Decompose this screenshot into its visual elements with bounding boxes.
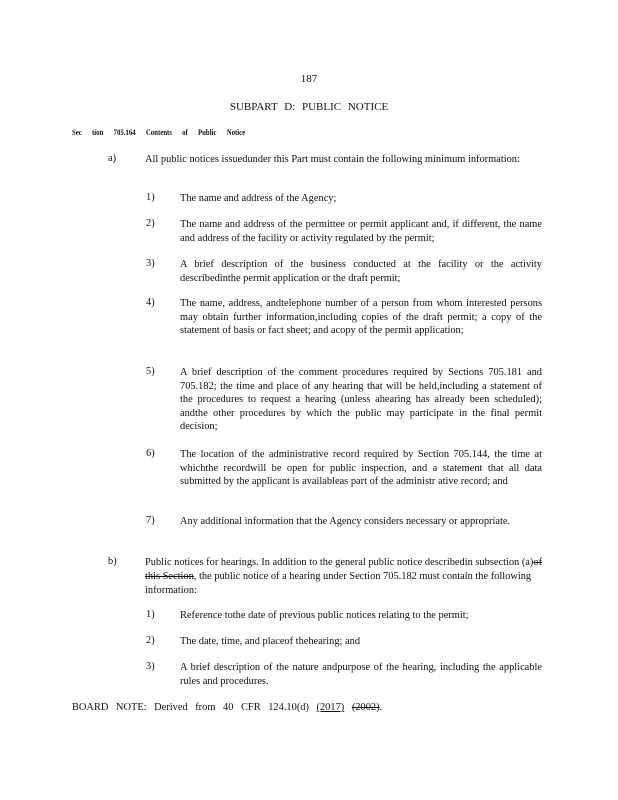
list-item-text: The date, time, and placeof thehearing; and (180, 636, 361, 647)
list-item-text: Any additional information that the Agency considers necessary or appropriate. (180, 516, 511, 527)
list-item-number: 4) (146, 297, 155, 308)
list-item-number: 3) (146, 258, 155, 269)
list-item-number: 2) (146, 635, 155, 646)
struck-text: (2002) (351, 702, 380, 713)
paragraph-b-text-part1: Public notices for hearings. In addition to the general public notice describedin subsection (a) (145, 557, 534, 568)
list-item-text: The name and address of the permittee or permit applicant and, if different, the name and address of the facility or activity regulated by the permit; (180, 219, 542, 244)
subpart-title: SUBPART D: PUBLIC NOTICE (229, 101, 389, 113)
section-heading: Sec tion 705.164 Contents of Public Notice (72, 128, 246, 137)
board-note (72, 702, 382, 713)
board-note-suffix: . (379, 702, 383, 713)
list-item-text: The name and address of the Agency; (180, 193, 337, 204)
page-number: 187 (300, 73, 318, 85)
paragraph-b-text-part2: , the public notice of a hearing under Section 705.182 must contain the following information: (145, 571, 532, 596)
list-item-text: The location of the administrative record required by Section 705.144, the time at whichthe recordwill be open for public inspection, and a statement that all data submitted by the applicant is availableas part of the administr ative record; and (180, 449, 542, 488)
paragraph-b-label: b) (108, 556, 117, 567)
list-item-number: 5) (146, 366, 155, 377)
list-item-number: 3) (146, 661, 155, 672)
board-note-prefix: BOARD NOTE: Derived from 40 CFR 124.10(d) (72, 702, 317, 713)
list-item-number: 2) (146, 218, 155, 229)
struck-text: of this Section (145, 557, 543, 582)
list-item-number: 1) (146, 192, 155, 203)
list-item-text: Reference tothe date of previous public notices relating to the permit; (180, 610, 469, 621)
list-item-number: 6) (146, 448, 155, 459)
list-item-text: A brief description of the comment procedures required by Sections 705.181 and 705.182; the time and place of any hearing that will be held,including a statement of the procedures to request a hearing (unless ahearing has already been scheduled); andthe other procedures by which the public may participate in the final permit decision; (180, 367, 542, 433)
list-item-text: A brief description of the business conducted at the facility or the activity describedinthe permit application or the draft permit; (180, 259, 542, 284)
underlined-text: (2017) (316, 702, 345, 713)
list-item-text: The name, address, andtelephone number of a person from whom interested persons may obtain further information,including copies of the draft permit; a copy of the statement of basis or fact sheet; and acopy of the permit application; (180, 298, 542, 337)
paragraph-a-text: All public notices issuedunder this Part must contain the following minimum information: (145, 154, 520, 165)
list-item-number: 1) (146, 609, 155, 620)
paragraph-a-label: a) (108, 153, 117, 164)
paragraph-b-text (145, 556, 545, 598)
list-item-text: A brief description of the nature andpurpose of the hearing, including the applicable rules and procedures. (180, 662, 542, 687)
list-item-number: 7) (146, 515, 155, 526)
